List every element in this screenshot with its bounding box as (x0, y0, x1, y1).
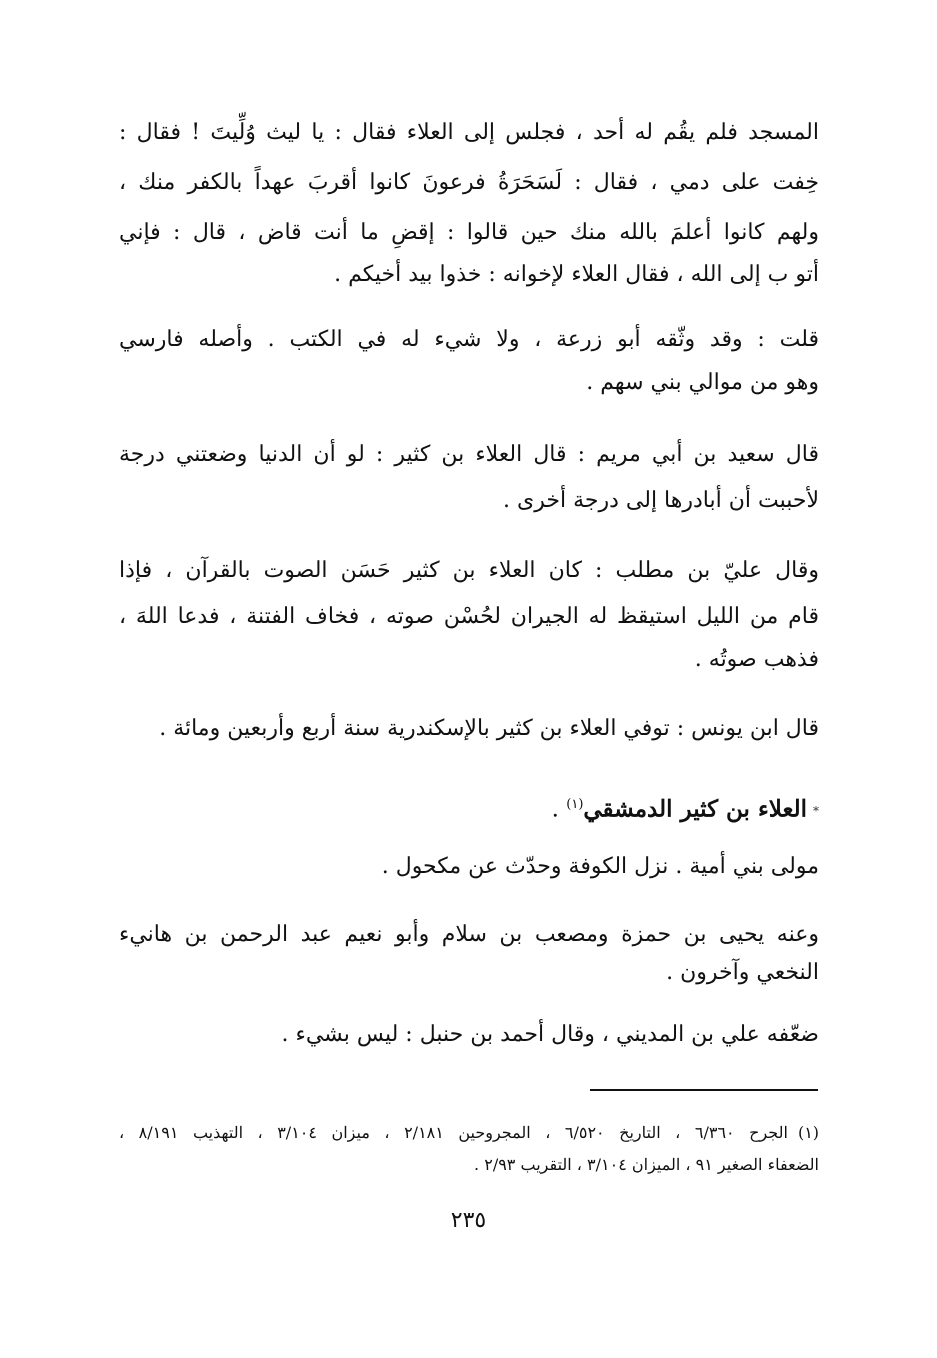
text-line: فذهب صوتُه . (694, 647, 819, 672)
entry-marker: * (813, 803, 819, 818)
entry-end: . (551, 796, 559, 823)
text-line: ضعّفه علي بن المديني ، وقال أحمد بن حنبل : ليس بشيء . (281, 1022, 819, 1047)
page-number: ٢٣٥ (450, 1208, 487, 1233)
footnote-separator (590, 1089, 818, 1091)
text-line: خِفت على دمي ، فقال : لَسَحَرَةُ فرعونَ كانوا أقربَ عهداً بالكفر منك ، (119, 170, 819, 195)
footnote-line: الضعفاء الصغير ٩١ ، الميزان ٣/١٠٤ ، التقريب ٢/٩٣ . (474, 1155, 819, 1174)
text-line: المسجد فلم يقُم له أحد ، فجلس إلى العلاء فقال : يا ليث وُلِّيتَ ! فقال : (119, 120, 819, 145)
entry-name: العلاء بن كثير الدمشقي (583, 795, 807, 823)
text-line: وهو من موالي بني سهم . (586, 370, 819, 395)
footnote-text: الجرح ٦/٣٦٠ ، التاريخ ٦/٥٢٠ ، المجروحين ٢/١٨١ ، ميزان ٣/١٠٤ ، التهذيب ٨/١٩١ ، (119, 1123, 788, 1142)
text-line: مولى بني أمية . نزل الكوفة وحدّث عن مكحول . (381, 854, 819, 879)
text-line: وقال عليّ بن مطلب : كان العلاء بن كثير حَسَن الصوت بالقرآن ، فإذا (119, 558, 819, 583)
text-line: قلت : وقد وثّقه أبو زرعة ، ولا شيء له في الكتب . وأصله فارسي (119, 327, 819, 352)
text-line: أتو ب إلى الله ، فقال العلاء لإخوانه : خذوا بيد أخيكم . (334, 262, 819, 287)
text-line: لأحببت أن أبادرها إلى درجة أخرى . (503, 488, 819, 513)
text-line: قال سعيد بن أبي مريم : قال العلاء بن كثير : لو أن الدنيا وضعتني درجة (119, 442, 819, 467)
entry-heading (119, 790, 819, 826)
footnote-number: (١) (797, 1123, 820, 1142)
text-line: قال ابن يونس : توفي العلاء بن كثير بالإسكندرية سنة أربع وأربعين ومائة . (159, 716, 819, 741)
text-line: قام من الليل استيقظ له الجيران لحُسْن صوته ، فخاف الفتنة ، فدعا اللهَ ، (119, 604, 819, 629)
text-line: النخعي وآخرون . (666, 960, 819, 985)
footnote-reference: (١) (566, 797, 584, 812)
text-line: ولهم كانوا أعلمَ بالله منك حين قالوا : إقضِ ما أنت قاض ، قال : فإني (119, 220, 820, 245)
footnote-line (119, 1120, 819, 1146)
text-line: وعنه يحيى بن حمزة ومصعب بن سلام وأبو نعيم عبد الرحمن بن هانيء (119, 922, 819, 947)
